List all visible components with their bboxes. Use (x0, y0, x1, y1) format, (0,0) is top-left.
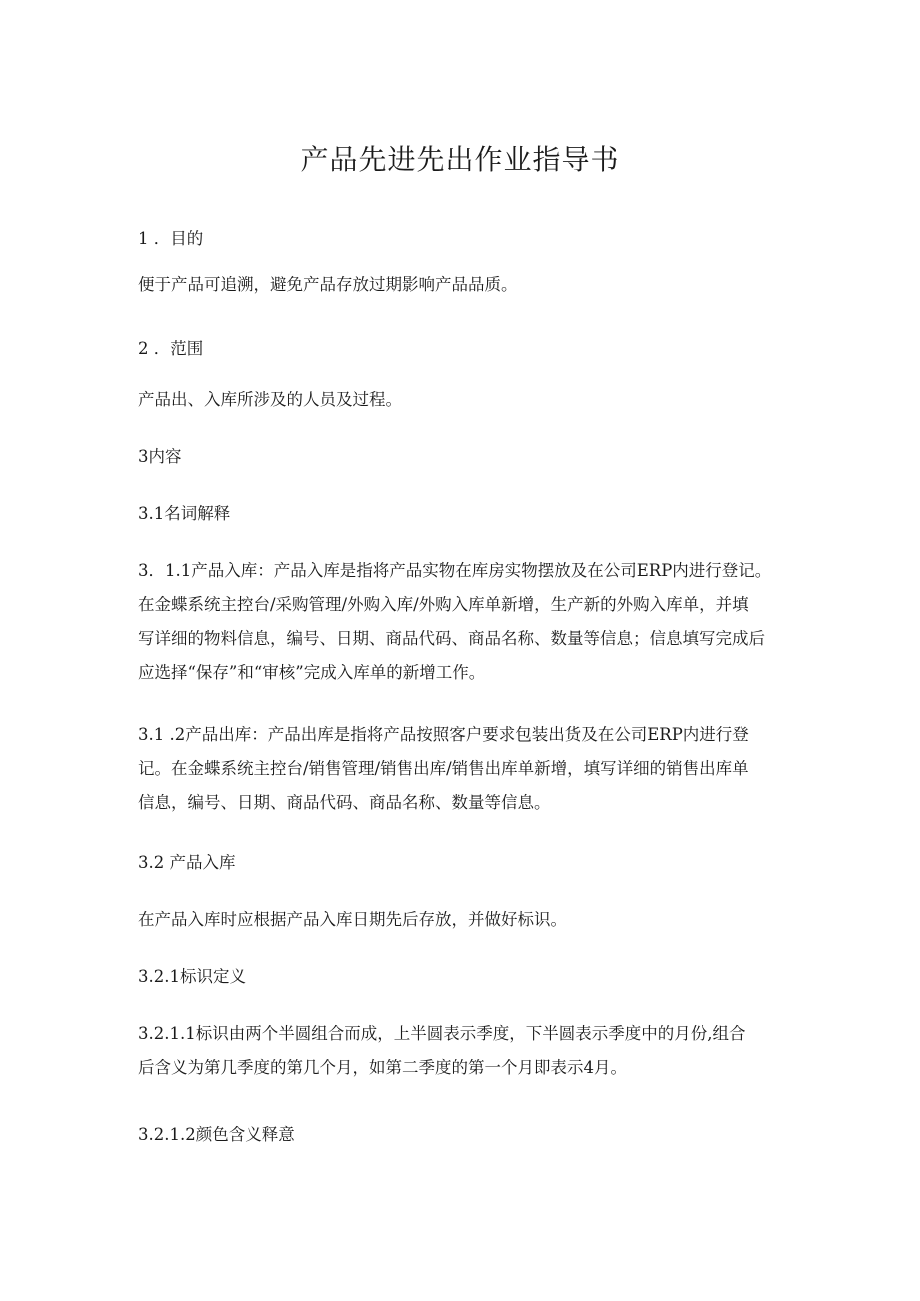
paragraph-line: 在金蝶系统主控台/采购管理/外购入库/外购入库单新增，生产新的外购入库单，并填 (138, 595, 749, 614)
paragraph-line: 3.2.1.1标识由两个半圆组合而成，上半圆表示季度，下半圆表示季度中的月份,组合 (138, 1024, 746, 1043)
section-3-heading: 3内容 (138, 447, 182, 466)
paragraph-line: 记。在金蝶系统主控台/销售管理/销售出库/销售出库单新增，填写详细的销售出库单 (138, 759, 749, 778)
section-3-2-1-1-paragraph (138, 1017, 788, 1085)
section-3-2-heading: 3.2 产品入库 (138, 853, 236, 872)
section-3-1-2-paragraph (138, 718, 788, 820)
document-title: 产品先进先出作业指导书 (300, 143, 620, 176)
paragraph-line: 3.1 .2产品出库：产品出库是指将产品按照客户要求包装出货及在公司ERP内进行登 (138, 725, 749, 744)
section-1-heading: 1 ．目的 (138, 229, 204, 248)
section-1-body: 便于产品可追溯，避免产品存放过期影响产品品质。 (138, 275, 518, 294)
section-2-body: 产品出、入库所涉及的人员及过程。 (138, 390, 402, 409)
paragraph-line: 应选择“保存”和“审核”完成入库单的新增工作。 (138, 663, 486, 682)
section-3-1-1-paragraph (138, 554, 788, 690)
paragraph-line: 信息，编号、日期、商品代码、商品名称、数量等信息。 (138, 793, 551, 812)
paragraph-line: 写详细的物料信息，编号、日期、商品代码、商品名称、数量等信息；信息填写完成后 (138, 629, 765, 648)
section-3-1-heading: 3.1名词解释 (138, 504, 231, 523)
paragraph-line: 3．1.1产品入库：产品入库是指将产品实物在库房实物摆放及在公司ERP内进行登记。 (138, 561, 772, 580)
section-3-2-1-heading: 3.2.1标识定义 (138, 967, 246, 986)
paragraph-line: 后含义为第几季度的第几个月，如第二季度的第一个月即表示4月。 (138, 1058, 627, 1077)
section-3-2-body: 在产品入库时应根据产品入库日期先后存放，并做好标识。 (138, 910, 567, 929)
section-3-2-1-2-heading: 3.2.1.2颜色含义释意 (138, 1125, 295, 1144)
section-2-heading: 2 ．范围 (138, 339, 204, 358)
